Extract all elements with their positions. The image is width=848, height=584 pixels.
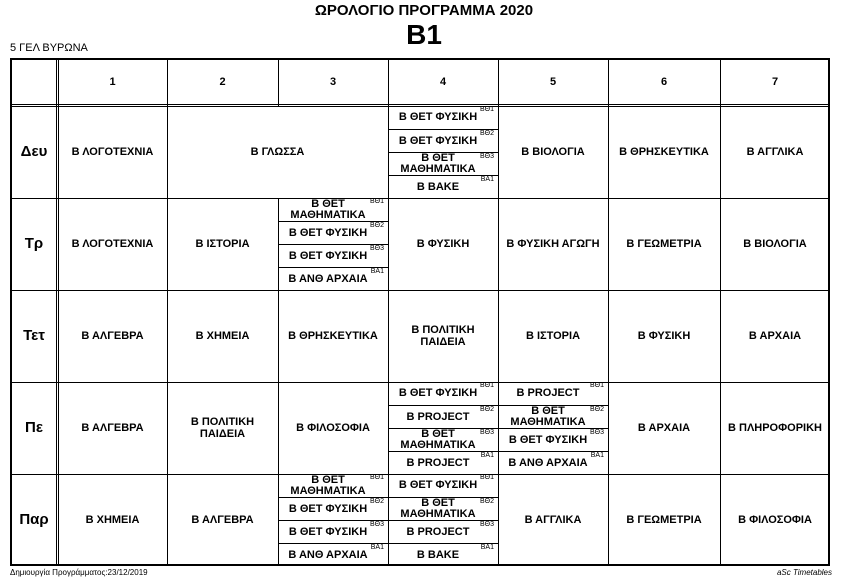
lesson-cell: Β ΧΗΜΕΙΑ	[85, 514, 140, 526]
lesson-cell: Β ΛΟΓΟΤΕΧΝΙΑ	[71, 238, 154, 250]
lesson-cell: Β ΑΡΧΑΙΑ	[637, 422, 691, 434]
group-code: ΒΘ1	[369, 198, 384, 205]
lesson-subject: Β ΘΕΤ ΜΑΘΗΜΑΤΙΚΑ	[290, 197, 366, 221]
lesson-subject: Β PROJECT	[406, 525, 470, 538]
day-label: Πε	[25, 419, 43, 436]
lesson-cell: Β ΦΙΛΟΣΟΦΙΑ	[738, 514, 812, 526]
group-code: ΒΘ3	[369, 245, 384, 252]
lesson-subject: Β PROJECT	[406, 410, 470, 423]
lesson-cell: Β ΑΛΓΕΒΡΑ	[81, 330, 144, 342]
class-name: B1	[406, 19, 442, 50]
lesson-subject: Β ΘΕΤ ΦΥΣΙΚΗ	[398, 479, 478, 491]
day-label: Τετ	[23, 327, 45, 344]
lesson-subject: Β ΑΝΘ ΑΡΧΑΙΑ	[288, 272, 368, 285]
group-code: ΒΘ2	[369, 498, 384, 505]
lesson-cell: Β ΑΡΧΑΙΑ	[748, 330, 802, 342]
software-credit: aSc Timetables	[776, 568, 832, 577]
lesson-cell: Β ΘΡΗΣΚΕΥΤΙΚΑ	[619, 146, 709, 158]
group-code: ΒΑ1	[480, 544, 494, 551]
group-code: ΒΘ3	[479, 429, 494, 436]
lesson-subject: Β ΘΕΤ ΜΑΘΗΜΑΤΙΚΑ	[400, 152, 476, 175]
lesson-cell: Β ΦΙΛΟΣΟΦΙΑ	[296, 422, 370, 434]
lesson-subject: Β ΑΝΘ ΑΡΧΑΙΑ	[508, 456, 588, 469]
lesson-subject: Β PROJECT	[406, 456, 470, 469]
lesson-cell: Β ΑΛΓΕΒΡΑ	[81, 422, 144, 434]
school-name: 5 ΓΕΛ ΒΥΡΩΝΑ	[10, 42, 88, 54]
lesson-cell: Β ΦΥΣΙΚΗ	[637, 330, 691, 342]
creation-date: Δημιουργία Προγράμματος:23/12/2019	[10, 568, 148, 577]
timetable-frame	[10, 58, 830, 566]
group-code: ΒΘ2	[589, 406, 604, 413]
lesson-subject: Β ΘΕΤ ΜΑΘΗΜΑΤΙΚΑ	[400, 428, 476, 451]
period-header: 4	[439, 76, 447, 88]
group-code: ΒΘ3	[589, 429, 604, 436]
group-code: ΒΘ2	[369, 222, 384, 229]
period-header: 5	[549, 76, 557, 88]
lesson-subject: Β ΑΝΘ ΑΡΧΑΙΑ	[288, 548, 368, 561]
group-code: ΒΘ1	[479, 106, 494, 113]
period-header: 2	[219, 76, 226, 88]
lesson-subject: Β PROJECT	[516, 387, 580, 399]
lesson-cell: Β ΠΟΛΙΤΙΚΗ ΠΑΙΔΕΙΑ	[190, 416, 255, 440]
lesson-subject: Β ΘΕΤ ΦΥΣΙΚΗ	[508, 433, 588, 446]
lesson-subject: Β ΘΕΤ ΦΥΣΙΚΗ	[398, 387, 478, 399]
timetable-title: ΩΡΟΛΟΓΙΟ ΠΡΟΓΡΑΜΜΑ 2020	[314, 2, 534, 19]
lesson-cell: Β ΒΙΟΛΟΓΙΑ	[521, 146, 585, 158]
period-header: 7	[771, 76, 779, 88]
lesson-cell: Β ΛΟΓΟΤΕΧΝΙΑ	[71, 146, 154, 158]
lesson-subject: Β ΘΕΤ ΦΥΣΙΚΗ	[398, 134, 478, 147]
group-code: ΒΑ1	[480, 452, 494, 459]
lesson-subject: Β ΘΕΤ ΜΑΘΗΜΑΤΙΚΑ	[400, 497, 476, 520]
lesson-cell: Β ΠΟΛΙΤΙΚΗ ΠΑΙΔΕΙΑ	[411, 324, 475, 348]
lesson-subject: Β ΘΕΤ ΜΑΘΗΜΑΤΙΚΑ	[290, 473, 366, 497]
group-code: ΒΑ1	[370, 544, 384, 551]
group-code: ΒΑ1	[370, 268, 384, 275]
lesson-subject: Β ΘΕΤ ΦΥΣΙΚΗ	[288, 525, 368, 538]
period-header: 3	[329, 76, 337, 88]
period-header: 6	[660, 76, 668, 88]
group-code: ΒΘ2	[479, 498, 494, 505]
group-code: ΒΘ1	[479, 474, 494, 481]
group-code: ΒΘ3	[479, 521, 494, 528]
day-label: Τρ	[24, 235, 44, 252]
group-code: ΒΘ3	[479, 153, 494, 160]
group-code: ΒΑ1	[590, 452, 604, 459]
lesson-subject: Β ΘΕΤ ΦΥΣΙΚΗ	[288, 249, 368, 262]
group-code: ΒΘ2	[479, 130, 494, 137]
lesson-cell: Β ΠΛΗΡΟΦΟΡΙΚΗ	[728, 422, 822, 434]
lesson-cell: Β ΙΣΤΟΡΙΑ	[525, 330, 581, 342]
lesson-cell: Β ΦΥΣΙΚΗ ΑΓΩΓΗ	[506, 238, 600, 250]
group-code: ΒΘ1	[369, 474, 384, 481]
lesson-cell: Β ΑΛΓΕΒΡΑ	[191, 514, 254, 526]
group-code: ΒΑ1	[480, 176, 494, 183]
lesson-subject: Β ΘΕΤ ΦΥΣΙΚΗ	[288, 502, 368, 515]
lesson-cell: Β ΦΥΣΙΚΗ	[416, 238, 470, 250]
group-code: ΒΘ2	[479, 406, 494, 413]
group-code: ΒΘ1	[589, 382, 604, 389]
lesson-cell: Β ΧΗΜΕΙΑ	[195, 330, 250, 342]
lesson-subject: Β ΘΕΤ ΦΥΣΙΚΗ	[288, 226, 368, 239]
lesson-subject: Β ΘΕΤ ΦΥΣΙΚΗ	[398, 111, 478, 123]
lesson-cell: Β ΙΣΤΟΡΙΑ	[195, 238, 250, 250]
lesson-subject: Β ΒΑΚΕ	[416, 548, 460, 561]
lesson-subject: Β ΒΑΚΕ	[416, 180, 460, 193]
lesson-cell: Β ΑΓΓΛΙΚΑ	[524, 514, 582, 526]
lesson-cell: Β ΓΛΩΣΣΑ	[250, 146, 305, 158]
lesson-subject: Β ΘΕΤ ΜΑΘΗΜΑΤΙΚΑ	[510, 405, 586, 428]
lesson-cell: Β ΘΡΗΣΚΕΥΤΙΚΑ	[288, 330, 378, 342]
lesson-cell: Β ΓΕΩΜΕΤΡΙΑ	[626, 514, 702, 526]
day-label: Δευ	[20, 143, 48, 160]
lesson-cell: Β ΑΓΓΛΙΚΑ	[746, 146, 804, 158]
lesson-cell: Β ΒΙΟΛΟΓΙΑ	[743, 238, 807, 250]
group-code: ΒΘ1	[479, 382, 494, 389]
period-header: 1	[109, 76, 116, 88]
lesson-cell: Β ΓΕΩΜΕΤΡΙΑ	[626, 238, 702, 250]
group-code: ΒΘ3	[369, 521, 384, 528]
day-label: Παρ	[19, 511, 49, 528]
